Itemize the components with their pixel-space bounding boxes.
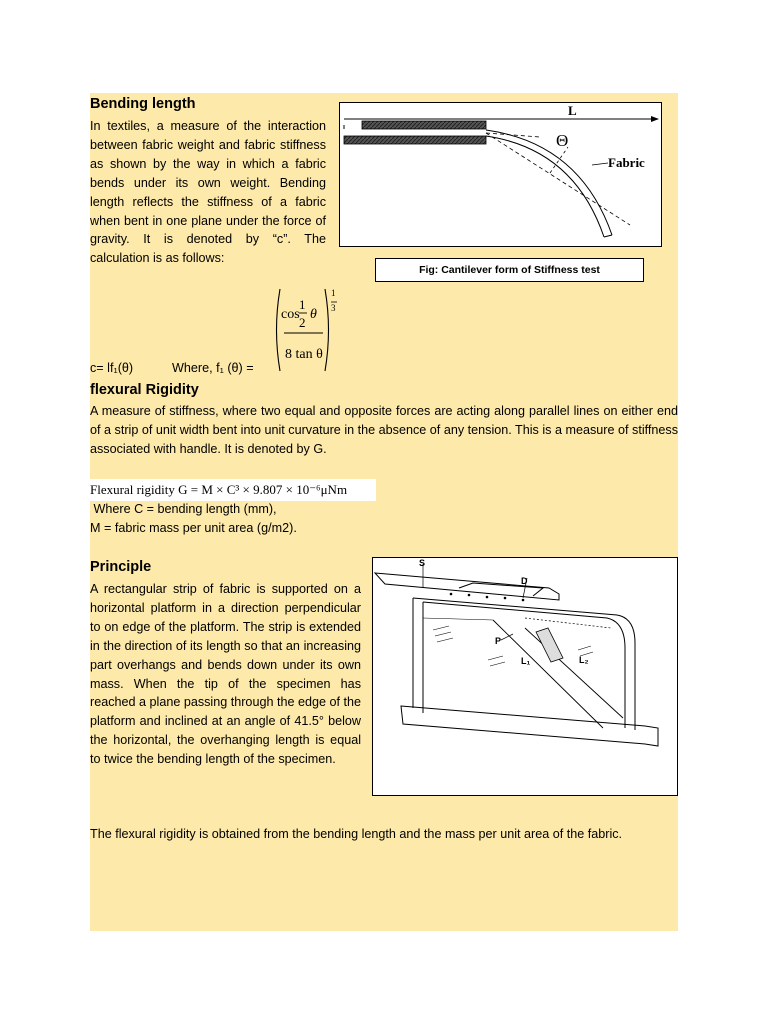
- label-d: D: [521, 576, 528, 586]
- bending-formula: [270, 285, 350, 375]
- formula-one: 1: [299, 297, 306, 312]
- stiffness-tester-diagram: [373, 558, 677, 795]
- formula-cos: cos: [281, 307, 300, 322]
- label-l1: L₁: [521, 656, 531, 666]
- label-p: P: [495, 636, 502, 646]
- principle-paragraph: A rectangular strip of fabric is supported on a horizontal platform in a direction perpendicular to on edge of the platform. The strip is extended in the direction of its length so that an increasing part overhangs and bends down under its own mass. When the tip of the specimen has reached a plane passing through the edge of the platform and inclined at an angle of 41.5° below the horizontal, the overhanging length is equal to twice the bending length of the specimen.: [90, 582, 361, 767]
- principle-heading: Principle: [90, 559, 152, 575]
- flexural-rigidity-heading: flexural Rigidity: [90, 382, 199, 398]
- flexural-rigidity-equation: Flexural rigidity G = M × C³ × 9.807 × 10⁻⁶μNm: [90, 479, 376, 501]
- flexural-rigidity-paragraph: A measure of stiffness, where two equal and opposite forces are acting along parallel lines on either end of a strip of unit width bent into unit curvature in the absence of any tension. This is a measure of stiffness associated with handle. It is denoted by G.: [90, 404, 678, 456]
- cantilever-diagram: [340, 103, 661, 246]
- formula-denominator: 8 tan θ: [285, 347, 323, 362]
- formula-theta: θ: [310, 307, 317, 322]
- bending-length-heading: Bending length: [90, 96, 196, 112]
- label-fabric: Fabric: [608, 155, 645, 170]
- formula-exponent-den: 3: [331, 303, 336, 313]
- where-c-definition: Where C = bending length (mm),: [90, 502, 277, 516]
- label-L: L: [568, 103, 577, 118]
- formula-two: 2: [299, 315, 306, 330]
- bending-length-paragraph: In textiles, a measure of the interaction between fabric weight and fabric stiffness as shown by the way in which a fabric bends under its own weight. Bending length reflects the stiffness of a fabric when bent in one plane under the force of gravity. It is denoted by “c”. The calculation is as follows:: [90, 119, 326, 266]
- cantilever-figure: [339, 102, 662, 247]
- where-m-definition: M = fabric mass per unit area (g/m2).: [90, 521, 297, 535]
- c-formula: c= lf₁(θ): [90, 361, 134, 375]
- label-s: S: [419, 558, 426, 568]
- where-label: Where, f₁ (θ) =: [172, 361, 254, 375]
- cantilever-caption: Fig: Cantilever form of Stiffness test: [375, 258, 644, 282]
- stiffness-tester-figure: [372, 557, 678, 796]
- label-theta: Θ: [556, 131, 569, 150]
- formula-exponent-num: 1: [331, 288, 336, 298]
- label-l2: L₂: [579, 655, 589, 665]
- conclusion-paragraph: The flexural rigidity is obtained from the bending length and the mass per unit area of the fabric.: [90, 827, 623, 841]
